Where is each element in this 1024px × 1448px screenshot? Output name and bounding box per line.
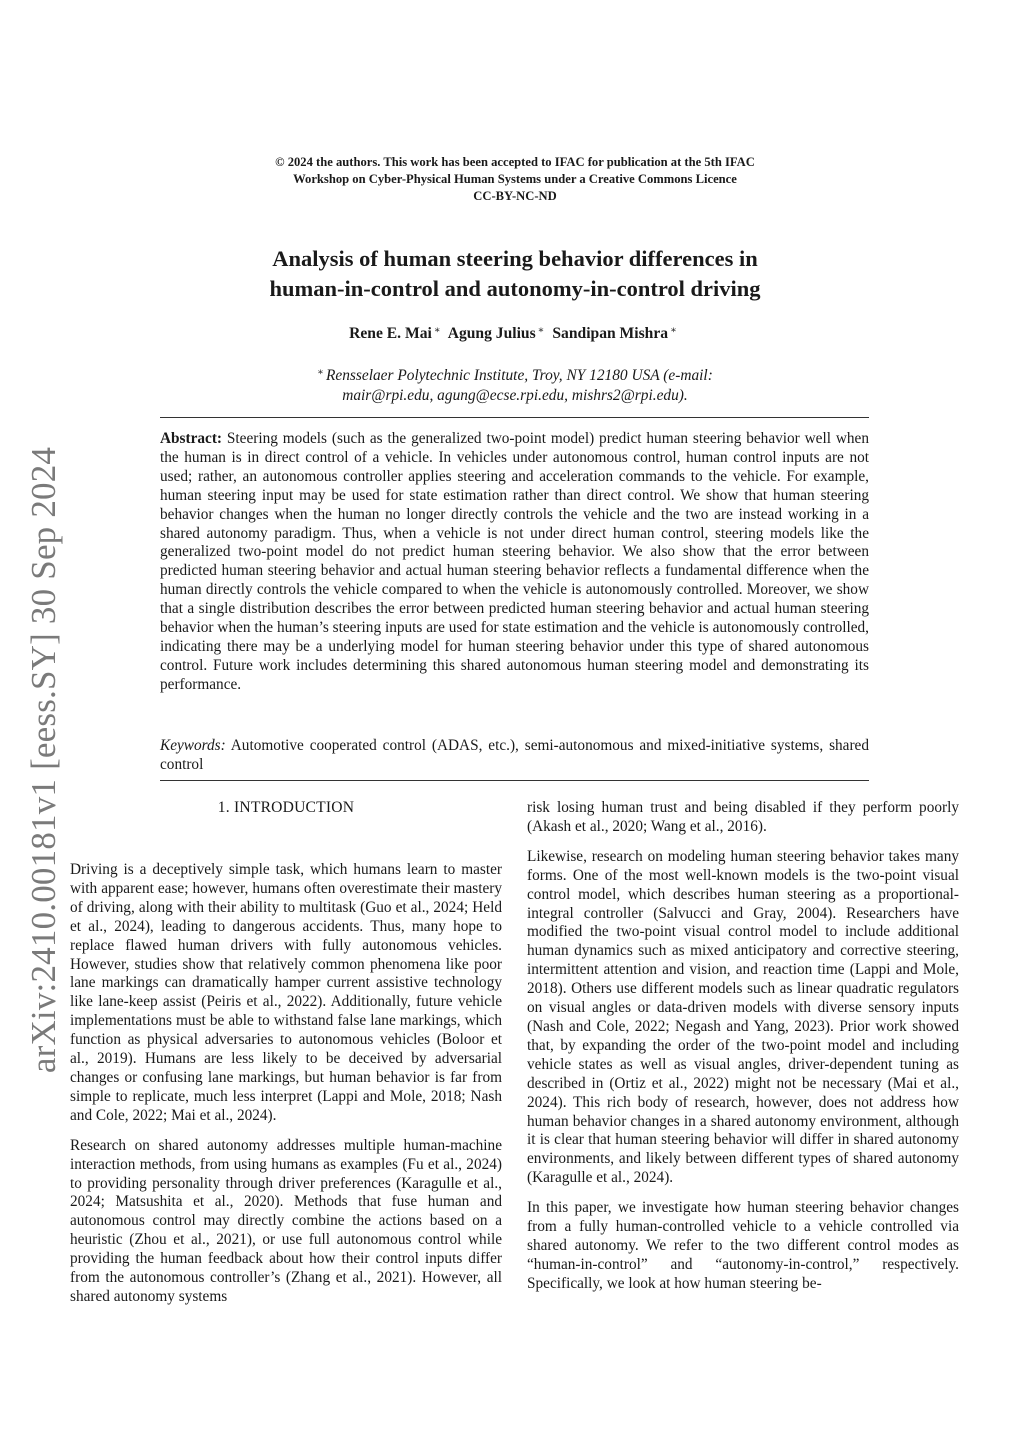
copyright-line: Workshop on Cyber-Physical Human Systems under a Creative Commons Licence bbox=[293, 172, 737, 186]
bottom-divider bbox=[160, 780, 869, 781]
copyright-line: CC-BY-NC-ND bbox=[473, 189, 557, 203]
body-paragraph: Likewise, research on modeling human steering behavior takes many forms. One of the most well-known models is the two-point visual control model, which describes human steering as a proportional-integral controller (Salvucci and Gray, 2004). Researchers have modified the two-point visual control model to include additional human dynamics such as mixed anticipatory and corrective steering, intermittent attention and vision, and reaction time (Lappi and Mole, 2018). Others use different models such as linear quadratic regulators on visual angles or data-driven models with diverse sensory inputs (Nash and Cole, 2022; Negash and Yang, 2023). Prior work showed that, by expanding the order of the two-point model and including vehicle states as well as visual angles, driver-dependent tuning as described in (Ortiz et al., 2022) might not be necessary (Mai et al., 2024). This rich body of research, however, does not address how human behavior changes in a shared autonomy environment, although it is clear that human steering behavior will differ in shared autonomy environments, and likely between different types of shared autonomy (Karagulle et al., 2024). bbox=[527, 847, 959, 1187]
copyright-line: © 2024 the authors. This work has been accepted to IFAC for publication at the 5th IFAC bbox=[275, 155, 755, 169]
arxiv-identifier-stamp: arXiv:2410.00181v1 [eess.SY] 30 Sep 2024 bbox=[24, 446, 63, 1074]
author-name: Rene E. Mai bbox=[349, 325, 432, 342]
right-column bbox=[527, 799, 959, 1305]
abstract-label: Abstract: bbox=[160, 430, 223, 447]
affiliation bbox=[180, 363, 850, 406]
keywords-label: Keywords: bbox=[160, 737, 226, 754]
keywords-text: Automotive cooperated control (ADAS, etc.), semi-autonomous and mixed-initiative systems, shared control bbox=[160, 737, 869, 773]
affiliation-mark: ∗ bbox=[670, 325, 677, 336]
abstract bbox=[160, 430, 869, 695]
title-line: Analysis of human steering behavior differences in bbox=[272, 246, 758, 271]
affiliation-address: Rensselaer Polytechnic Institute, Troy, NY 12180 USA (e-mail: bbox=[325, 367, 713, 384]
author-list bbox=[180, 321, 850, 344]
body-paragraph: Research on shared autonomy addresses multiple human-machine interaction methods, from using humans as examples (Fu et al., 2024) to providing personality through driver preferences (Karagulle et al., 2024; Matsushita et al., 2020). Methods that fuse human and autonomous control may directly combine the actions based on a heuristic (Zhou et al., 2021), or use full autonomous control while providing the human feedback about how their control inputs differ from the autonomous controller’s (Zhang et al., 2021). However, all shared autonomy systems bbox=[70, 1136, 502, 1305]
section-heading-introduction: 1. INTRODUCTION bbox=[217, 799, 355, 816]
abstract-text: Steering models (such as the generalized two-point model) predict human steering behavior well when the human is in direct control of a vehicle. In vehicles under autonomous control, human control inputs are not used; rather, an autonomous controller applies steering and acceleration commands to the vehicle. For example, human steering input may be used for state estimation rather than direct control. We show that human steering behavior changes when the human no longer directly controls the vehicle and the two are instead working in a shared autonomy paradigm. Thus, when a vehicle is not under direct human control, steering models like the generalized two-point model do not predict human steering behavior. We also show that the error between predicted human steering behavior and actual human steering behavior reflects a fundamental difference when the human directly controls the vehicle compared to when the vehicle is autonomously controlled. Moreover, we show that a single distribution describes the error between predicted human steering behavior and actual human steering behavior when the human’s steering inputs are used for state estimation and the vehicle is autonomously controlled, indicating there may be a underlying model for human steering behavior under this type of shared autonomous control. Future work includes determining this shared autonomous human steering model and demonstrating its performance. bbox=[160, 430, 869, 693]
paper-title bbox=[180, 244, 850, 304]
copyright-notice bbox=[230, 154, 800, 205]
keywords bbox=[160, 737, 869, 775]
author-name: Sandipan Mishra bbox=[552, 325, 669, 342]
body-paragraph: Driving is a deceptively simple task, which humans learn to master with apparent ease; however, humans often overestimate their mastery of driving, along with their ability to multitask (Guo et al., 2024; Held et al., 2024), leading to dangerous accidents. Thus, many hope to replace flawed human drivers with fully autonomous vehicles. However, studies show that relatively common phenomena like poor lane markings can dramatically hamper current assistive technology like lane-keep assist (Peiris et al., 2022). Additionally, future vehicle implementations must be able to withstand false lane markings, which function as physical adversaries to autonomous vehicles (Boloor et al., 2019). Humans are less likely to be deceived by adversarial changes or confusing lane markings, but human behavior is far from simple to replicate, much less interpret (Lappi and Mole, 2018; Nash and Cole, 2022; Mai et al., 2024). bbox=[70, 861, 502, 1124]
author-name: Agung Julius bbox=[447, 325, 536, 342]
affiliation-mark: ∗ bbox=[433, 325, 441, 336]
affiliation-emails: mair@rpi.edu, agung@ecse.rpi.edu, mishrs2@rpi.edu). bbox=[342, 387, 688, 404]
top-divider bbox=[160, 417, 869, 418]
left-column bbox=[70, 861, 502, 1318]
body-paragraph: In this paper, we investigate how human steering behavior changes from a fully human-controlled vehicle to a vehicle controlled via shared autonomy. We refer to the two different control modes as “human-in-control” and “autonomy-in-control,” respectively. Specifically, we look at how human steering be- bbox=[527, 1199, 959, 1292]
affiliation-mark: ∗ bbox=[537, 325, 545, 336]
title-line: human-in-control and autonomy-in-control driving bbox=[269, 276, 761, 301]
body-paragraph: risk losing human trust and being disabled if they perform poorly (Akash et al., 2020; Wang et al., 2016). bbox=[527, 799, 959, 835]
affiliation-mark: ∗ bbox=[317, 367, 324, 378]
